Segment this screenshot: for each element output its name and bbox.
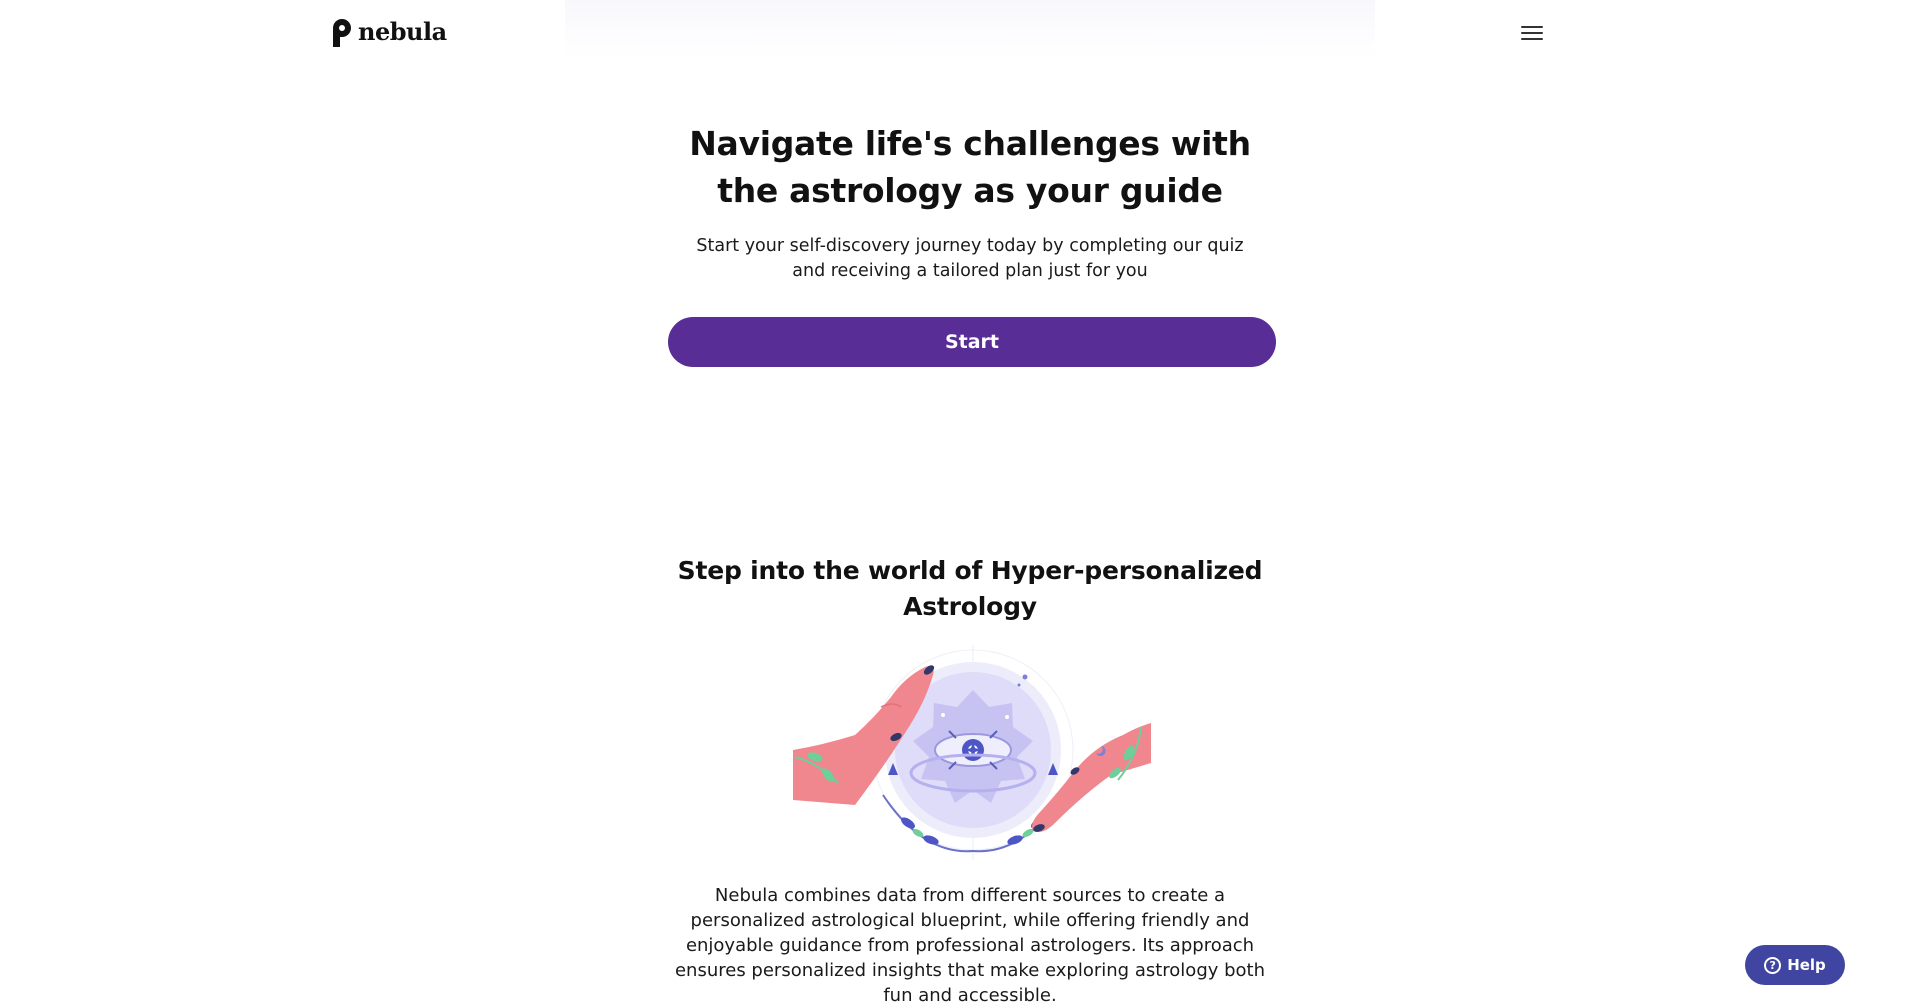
nebula-logo-icon	[331, 19, 353, 47]
hamburger-menu-icon	[1521, 26, 1543, 40]
menu-line	[1521, 38, 1543, 40]
hands-crystal-ball-illustration	[793, 645, 1151, 860]
header-shade	[565, 0, 1375, 58]
nebula-logo[interactable]	[331, 18, 447, 48]
menu-line	[1521, 32, 1543, 34]
menu-button[interactable]	[1518, 20, 1546, 44]
personalized-astrology-section	[660, 553, 1280, 625]
section-title: Step into the world of Hyper-personalized Astrology	[677, 556, 1263, 621]
help-label: Help	[1787, 956, 1826, 974]
hero-section	[660, 120, 1280, 284]
question-circle-icon: ?	[1764, 957, 1781, 974]
help-button[interactable]	[1745, 945, 1845, 985]
menu-line	[1521, 26, 1543, 28]
hero-title: Navigate life's challenges with the astrology as your guide	[689, 124, 1251, 210]
section-description: Nebula combines data from different sources to create a personalized astrological blueprint, while offering friendly and enjoyable guidance from professional astrologers. Its approach ensures personalized insights that make exploring astrology both fun and accessible.	[674, 885, 1266, 1006]
logo-text: nebula	[358, 17, 447, 46]
start-quiz-button[interactable]: Start	[668, 317, 1276, 367]
top-navigation-bar	[0, 0, 1920, 64]
hero-subtitle: Start your self-discovery journey today by completing our quiz and receiving a tailored plan just for you	[696, 236, 1244, 281]
